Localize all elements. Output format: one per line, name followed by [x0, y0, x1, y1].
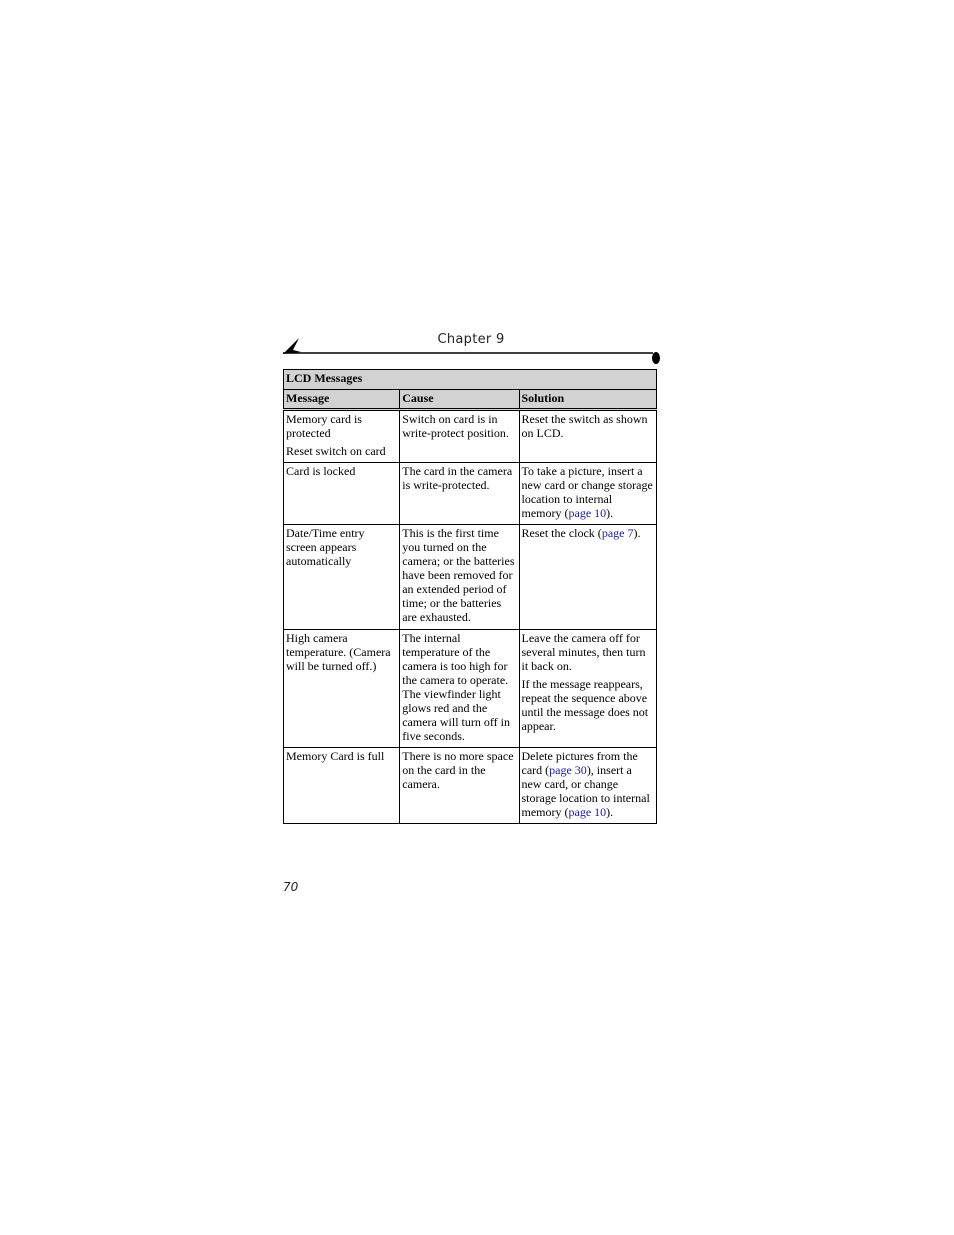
column-header-message: Message	[284, 390, 400, 410]
column-header-solution: Solution	[519, 390, 657, 410]
page-number: 70	[283, 880, 299, 894]
page-link[interactable]: page 10	[568, 805, 607, 819]
message-cell: Memory Card is full	[284, 748, 400, 824]
table-row	[284, 525, 657, 630]
solution-cell: Reset the switch as shown on LCD.	[519, 410, 657, 463]
solution-cell: To take a picture, insert a new card or change storage location to internal memory (page 10).	[519, 463, 657, 525]
cause-cell: Switch on card is in write-protect position.	[400, 410, 519, 463]
solution-cell: Reset the clock (page 7).	[519, 525, 657, 630]
chapter-title: Chapter 9	[437, 332, 505, 347]
cause-cell: This is the first time you turned on the camera; or the batteries have been removed for an extended period of time; or the batteries are exhausted.	[400, 525, 519, 630]
message-cell: Date/Time entry screen appears automatically	[284, 525, 400, 630]
table-header-row	[284, 390, 657, 410]
table-row	[284, 630, 657, 748]
column-header-cause: Cause	[400, 390, 519, 410]
cause-cell: The internal temperature of the camera is too high for the camera to operate. The viewfinder light glows red and the camera will turn off in five seconds.	[400, 630, 519, 748]
message-cell: Memory card is protected Reset switch on card	[284, 410, 400, 463]
message-cell: High camera temperature. (Camera will be turned off.)	[284, 630, 400, 748]
page-link[interactable]: page 10	[568, 506, 607, 520]
cause-cell: The card in the camera is write-protected.	[400, 463, 519, 525]
solution-cell: Leave the camera off for several minutes, then turn it back on. If the message reappears, repeat the sequence above until the message does not appear.	[519, 630, 657, 748]
page-link[interactable]: page 7	[601, 526, 634, 540]
table-row	[284, 748, 657, 824]
solution-cell: Delete pictures from the card (page 30), insert a new card, or change storage location to internal memory (page 10).	[519, 748, 657, 824]
cause-cell: There is no more space on the card in the camera.	[400, 748, 519, 824]
table-row	[284, 463, 657, 525]
table-title-row	[284, 370, 657, 390]
lcd-messages-table	[283, 369, 657, 824]
table-title: LCD Messages	[284, 370, 657, 390]
chapter-header	[281, 330, 661, 366]
message-cell: Card is locked	[284, 463, 400, 525]
table-row	[284, 410, 657, 463]
page-link[interactable]: page 30	[549, 763, 587, 777]
